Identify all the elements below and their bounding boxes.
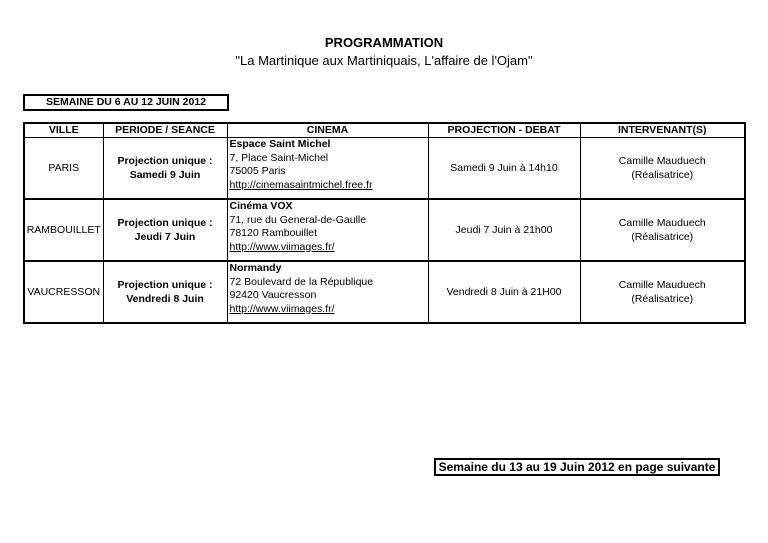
cell-intervenants [580,261,745,323]
cinema-name: Espace Saint Michel [229,138,331,150]
cinema-address-line-2: 78120 Rambouillet [229,227,318,239]
periode-line-1: Projection unique : [117,217,213,229]
cell-projection: Samedi 9 Juin à 14h10 [428,138,580,200]
cell-intervenants [580,199,745,261]
cinema-address-line-1: 72 Boulevard de la République [229,275,374,288]
table-header-row [24,123,745,138]
cell-cinema [227,138,428,200]
cell-ville: RAMBOUILLET [24,199,103,261]
periode-line-1: Projection unique : [117,155,213,167]
cell-periode [103,138,227,200]
cinema-name: Normandy [229,262,282,274]
column-header-periode: PERIODE / SEANCE [103,123,227,138]
periode-line-2: Vendredi 8 Juin [126,293,204,305]
cinema-address-line-1: 7, Place Saint-Michel [229,151,329,164]
periode-line-1: Projection unique : [117,279,213,291]
cell-ville: VAUCRESSON [24,261,103,323]
cell-projection: Jeudi 7 Juin à 21h00 [428,199,580,261]
cell-periode [103,199,227,261]
intervenant-name: Camille Mauduech [618,217,706,229]
table-row [24,199,745,261]
intervenant-name: Camille Mauduech [618,279,706,291]
page-title: PROGRAMMATION [324,35,444,50]
page-subtitle: "La Martinique aux Martiniquais, L'affaire de l'Ojam" [235,53,533,68]
cinema-website-link[interactable]: http://cinemasaintmichel.free.fr [229,178,373,191]
intervenant-role: (Réalisatrice) [631,293,694,305]
cell-ville: PARIS [24,138,103,200]
next-week-note: Semaine du 13 au 19 Juin 2012 en page suivante [434,458,720,476]
column-header-projection: PROJECTION - DEBAT [428,123,580,138]
week-label: SEMAINE DU 6 AU 12 JUIN 2012 [23,94,229,111]
table-row [24,261,745,323]
cinema-address-line-2: 75005 Paris [229,165,286,177]
column-header-intervenants: INTERVENANT(S) [580,123,745,138]
periode-line-2: Samedi 9 Juin [129,169,201,181]
cell-projection: Vendredi 8 Juin à 21H00 [428,261,580,323]
cinema-website-link[interactable]: http://www.viimages.fr/ [229,240,335,253]
cinema-website-link[interactable]: http://www.viimages.fr/ [229,302,335,315]
column-header-cinema: CINEMA [227,123,428,138]
cinema-name: Cinéma VOX [229,200,293,212]
cell-cinema [227,199,428,261]
cell-periode [103,261,227,323]
column-header-ville: VILLE [24,123,103,138]
intervenant-role: (Réalisatrice) [631,231,694,243]
periode-line-2: Jeudi 7 Juin [134,231,196,243]
intervenant-name: Camille Mauduech [618,155,706,167]
cinema-address-line-2: 92420 Vaucresson [229,289,317,301]
programme-table [23,122,746,324]
table-row [24,138,745,200]
cell-intervenants [580,138,745,200]
cell-cinema [227,261,428,323]
intervenant-role: (Réalisatrice) [631,169,694,181]
cinema-address-line-1: 71, rue du General-de-Gaulle [229,213,367,226]
